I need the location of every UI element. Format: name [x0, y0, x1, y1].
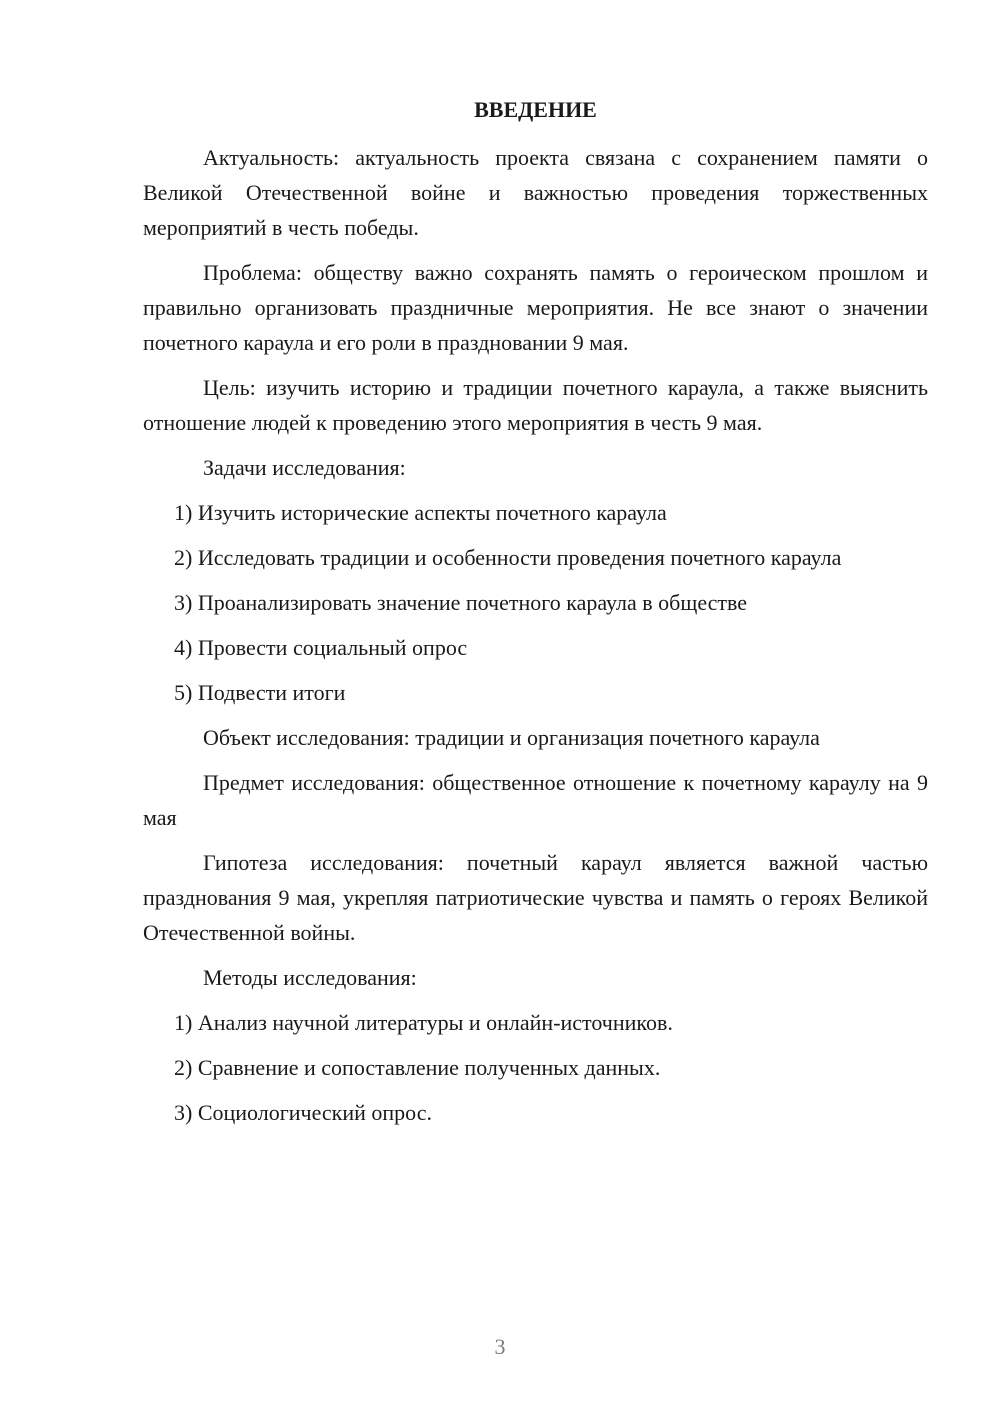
list-item: 2) Исследовать традиции и особенности проведения почетного караула — [174, 545, 842, 570]
list-item: 1) Анализ научной литературы и онлайн-источников. — [174, 1010, 673, 1035]
methods-list — [143, 1005, 928, 1130]
list-item: 5) Подвести итоги — [174, 680, 346, 705]
paragraph-relevance: Актуальность: актуальность проекта связана с сохранением памяти о Великой Отечественной войне и важностью проведения торжественных мероприятий в честь победы. — [143, 145, 928, 240]
list-item: 3) Проанализировать значение почетного караула в обществе — [174, 590, 748, 615]
tasks-heading: Задачи исследования: — [203, 455, 406, 480]
tasks-list — [143, 495, 928, 710]
list-item: 3) Социологический опрос. — [174, 1100, 432, 1125]
methods-heading: Методы исследования: — [203, 965, 417, 990]
list-item: 1) Изучить исторические аспекты почетного караула — [174, 500, 667, 525]
paragraph-object: Объект исследования: традиции и организация почетного караула — [203, 725, 820, 750]
paragraph-problem: Проблема: обществу важно сохранять память о героическом прошлом и правильно организовать праздничные мероприятия. Не все знают о значении почетного караула и его роли в праздновании 9 мая. — [143, 260, 928, 355]
paragraph-hypothesis: Гипотеза исследования: почетный караул является важной частью празднования 9 мая, укрепляя патриотические чувства и память о героях Великой Отечественной войны. — [143, 850, 928, 945]
paragraph-subject: Предмет исследования: общественное отношение к почетному караулу на 9 мая — [143, 770, 928, 830]
list-item: 4) Провести социальный опрос — [174, 635, 468, 660]
page-number: 3 — [494, 1334, 506, 1359]
document-body — [143, 94, 928, 1130]
list-item: 2) Сравнение и сопоставление полученных данных. — [174, 1055, 661, 1080]
section-title: ВВЕДЕНИЕ — [474, 97, 597, 122]
paragraph-goal: Цель: изучить историю и традиции почетного караула, а также выяснить отношение людей к проведению этого мероприятия в честь 9 мая. — [143, 375, 928, 435]
